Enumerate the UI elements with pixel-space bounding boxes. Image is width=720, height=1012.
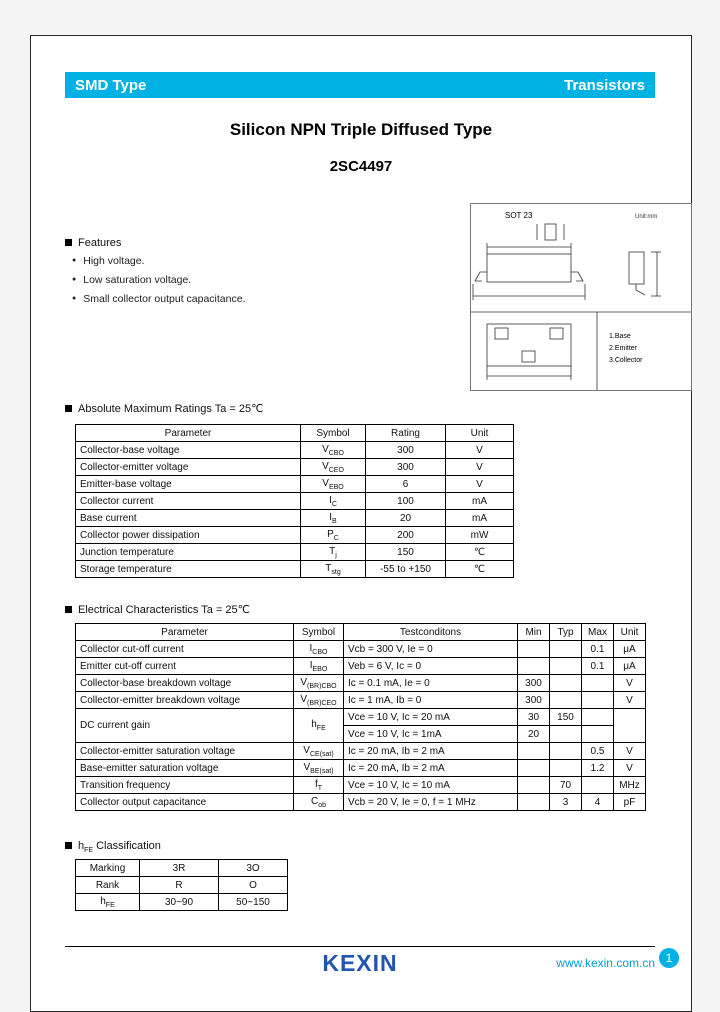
- pin-label-1: 1.Base: [609, 333, 631, 340]
- hfe-class-table: [75, 859, 288, 911]
- table-row: [76, 658, 646, 675]
- col-header: Symbol: [294, 624, 344, 641]
- pin-label-3: 3.Collector: [609, 357, 643, 364]
- rating-cell: 150: [366, 544, 446, 561]
- hfe-label-main: h: [100, 895, 106, 907]
- header-bar: [65, 72, 655, 98]
- symbol-cell: [294, 760, 344, 777]
- symbol-sub: C: [333, 534, 339, 542]
- typ-cell: 150: [550, 709, 582, 726]
- symbol-cell: [294, 777, 344, 794]
- max-cell: [582, 726, 614, 743]
- max-cell: 0.1: [582, 641, 614, 658]
- hfe-heading-main: h: [78, 840, 85, 852]
- typ-cell: [550, 760, 582, 777]
- table-row: [76, 510, 514, 527]
- typ-cell: [550, 641, 582, 658]
- rank-cell: O: [219, 877, 288, 894]
- rating-cell: 6: [366, 476, 446, 493]
- feature-text: Small collector output capacitance.: [83, 293, 246, 305]
- unit-cell: mA: [446, 510, 514, 527]
- unit-cell: pF: [614, 794, 646, 811]
- symbol-main: V: [322, 443, 329, 455]
- max-cell: 0.1: [582, 658, 614, 675]
- page-title: Silicon NPN Triple Diffused Type: [229, 120, 493, 139]
- symbol-sub: T: [317, 784, 323, 792]
- bullet-icon: ●: [72, 295, 77, 302]
- col-header: Rating: [366, 425, 446, 442]
- max-cell: 4: [582, 794, 614, 811]
- min-cell: [518, 743, 550, 760]
- col-header: Typ: [550, 624, 582, 641]
- hfe-label-sub: FE: [105, 901, 115, 909]
- square-bullet-icon: [65, 405, 72, 412]
- cond-cell: Ic = 1 mA, Ib = 0: [344, 692, 518, 709]
- symbol-main: I: [309, 642, 313, 654]
- max-cell: [582, 692, 614, 709]
- bullet-icon: ●: [72, 257, 77, 264]
- param-cell: Emitter-base voltage: [76, 476, 301, 493]
- cond-cell: Vcb = 20 V, Ie = 0, f = 1 MHz: [344, 794, 518, 811]
- min-cell: 300: [518, 675, 550, 692]
- table-row: [76, 561, 514, 578]
- symbol-main: I: [309, 659, 313, 671]
- param-cell: Base-emitter saturation voltage: [76, 760, 294, 777]
- table-row: [76, 709, 646, 726]
- min-cell: 30: [518, 709, 550, 726]
- symbol-main: I: [329, 511, 333, 523]
- symbol-main: V: [322, 460, 329, 472]
- symbol-cell: [301, 510, 366, 527]
- unit-cell: μA: [614, 658, 646, 675]
- abs-max-heading-label: Absolute Maximum Ratings Ta = 25℃: [78, 403, 264, 415]
- cond-cell: Vce = 10 V, Ic = 1mA: [344, 726, 518, 743]
- unit-cell: μA: [614, 641, 646, 658]
- symbol-main: T: [329, 545, 336, 557]
- max-cell: [582, 777, 614, 794]
- symbol-sub: CEO: [328, 466, 344, 474]
- min-cell: [518, 777, 550, 794]
- symbol-main: C: [310, 795, 319, 807]
- hfe-class-heading: [65, 840, 161, 854]
- elec-char-heading: [65, 603, 250, 616]
- cond-cell: Ic = 0.1 mA, Ie = 0: [344, 675, 518, 692]
- col-header: Parameter: [76, 624, 294, 641]
- symbol-main: I: [329, 494, 332, 506]
- symbol-cell: [301, 544, 366, 561]
- cond-cell: Vce = 10 V, Ic = 20 mA: [344, 709, 518, 726]
- symbol-sub: FE: [316, 725, 326, 732]
- symbol-sub: EBO: [328, 483, 344, 491]
- table-row: [76, 777, 646, 794]
- square-bullet-icon: [65, 606, 72, 613]
- elec-char-heading-label: Electrical Characteristics Ta = 25℃: [78, 604, 251, 616]
- typ-cell: [550, 726, 582, 743]
- part-number: 2SC4497: [329, 158, 393, 175]
- square-bullet-icon: [65, 239, 72, 246]
- table-row: [76, 544, 514, 561]
- param-cell: Collector power dissipation: [76, 527, 301, 544]
- cond-cell: Vcb = 300 V, Ie = 0: [344, 641, 518, 658]
- unit-cell: ℃: [446, 544, 514, 561]
- table-row: [76, 641, 646, 658]
- max-cell: 1.2: [582, 760, 614, 777]
- symbol-cell: [301, 442, 366, 459]
- symbol-cell: [294, 675, 344, 692]
- typ-cell: [550, 743, 582, 760]
- rating-cell: 200: [366, 527, 446, 544]
- symbol-cell: [301, 527, 366, 544]
- symbol-main: h: [311, 719, 317, 730]
- typ-cell: [550, 675, 582, 692]
- param-cell: DC current gain: [76, 709, 294, 743]
- table-row: [76, 794, 646, 811]
- table-row: [76, 743, 646, 760]
- table-row: [76, 760, 646, 777]
- param-cell: Collector current: [76, 493, 301, 510]
- cond-cell: Ic = 20 mA, Ib = 2 mA: [344, 743, 518, 760]
- table-row: [76, 675, 646, 692]
- min-cell: [518, 658, 550, 675]
- unit-cell: [614, 709, 646, 743]
- marking-cell: 3R: [140, 860, 219, 877]
- symbol-main: V: [300, 693, 308, 705]
- param-cell: Junction temperature: [76, 544, 301, 561]
- min-cell: 300: [518, 692, 550, 709]
- footer-divider: [65, 946, 655, 947]
- param-cell: Collector-emitter saturation voltage: [76, 743, 294, 760]
- table-row: [76, 459, 514, 476]
- rating-cell: 100: [366, 493, 446, 510]
- symbol-cell: [301, 476, 366, 493]
- kexin-logo: KEXIN: [322, 950, 398, 976]
- symbol-sub: stg: [331, 568, 341, 576]
- param-cell: Storage temperature: [76, 561, 301, 578]
- symbol-sub: EBO: [312, 665, 328, 673]
- symbol-main: V: [303, 761, 311, 773]
- param-cell: Collector-base breakdown voltage: [76, 675, 294, 692]
- header-left-label: SMD Type: [75, 76, 147, 94]
- symbol-sub: B: [332, 517, 337, 525]
- symbol-main: T: [325, 562, 332, 574]
- table-row: [76, 692, 646, 709]
- unit-cell: MHz: [614, 777, 646, 794]
- col-header: Unit: [614, 624, 646, 641]
- unit-cell: V: [614, 760, 646, 777]
- unit-cell: V: [614, 692, 646, 709]
- typ-cell: [550, 658, 582, 675]
- cond-cell: Veb = 6 V, Ic = 0: [344, 658, 518, 675]
- table-row: [76, 527, 514, 544]
- symbol-sub: (BR)CEO: [307, 699, 337, 707]
- symbol-sub: BE(sat): [310, 767, 334, 775]
- symbol-cell: [294, 794, 344, 811]
- feature-item: [72, 293, 246, 305]
- symbol-cell: [301, 561, 366, 578]
- rating-cell: 300: [366, 459, 446, 476]
- unit-cell: V: [446, 476, 514, 493]
- param-cell: Collector-emitter breakdown voltage: [76, 692, 294, 709]
- abs-max-heading: [65, 402, 264, 415]
- symbol-main: V: [300, 676, 308, 688]
- col-header: Parameter: [76, 425, 301, 442]
- bullet-icon: ●: [72, 276, 77, 283]
- symbol-cell: [294, 692, 344, 709]
- table-row: [76, 476, 514, 493]
- param-cell: Collector-emitter voltage: [76, 459, 301, 476]
- symbol-sub: CE(sat): [309, 750, 334, 758]
- header-row: [76, 624, 646, 641]
- table-row: [76, 442, 514, 459]
- symbol-main: P: [327, 528, 334, 540]
- unit-cell: V: [614, 675, 646, 692]
- symbol-sub: j: [335, 551, 337, 559]
- symbol-cell: [294, 709, 344, 743]
- unit-cell: mA: [446, 493, 514, 510]
- max-cell: [582, 709, 614, 726]
- typ-cell: 3: [550, 794, 582, 811]
- header-row: [76, 425, 514, 442]
- row-label: [76, 894, 140, 911]
- symbol-cell: [301, 459, 366, 476]
- hfe-range-cell: 50~150: [219, 894, 288, 911]
- unit-note: Unit:mm: [635, 214, 658, 220]
- symbol-cell: [294, 641, 344, 658]
- max-cell: [582, 675, 614, 692]
- min-cell: 20: [518, 726, 550, 743]
- symbol-main: V: [303, 744, 310, 756]
- symbol-sub: C: [331, 500, 337, 508]
- col-header: Testconditons: [344, 624, 518, 641]
- symbol-sub: CBO: [328, 449, 344, 457]
- package-drawing-panel: [470, 203, 692, 391]
- symbol-cell: [294, 743, 344, 760]
- website-url: www.kexin.com.cn: [556, 956, 655, 970]
- param-cell: Emitter cut-off current: [76, 658, 294, 675]
- unit-cell: mW: [446, 527, 514, 544]
- rating-cell: 20: [366, 510, 446, 527]
- symbol-main: V: [322, 477, 329, 489]
- col-header: Symbol: [301, 425, 366, 442]
- unit-cell: V: [446, 459, 514, 476]
- row-label: Rank: [76, 877, 140, 894]
- min-cell: [518, 794, 550, 811]
- header-right-label: Transistors: [564, 76, 645, 94]
- feature-item: [72, 255, 145, 267]
- feature-item: [72, 274, 191, 286]
- unit-cell: V: [614, 743, 646, 760]
- package-name-label: SOT 23: [505, 211, 533, 220]
- param-cell: Collector cut-off current: [76, 641, 294, 658]
- abs-max-table: [75, 424, 514, 578]
- col-header: Min: [518, 624, 550, 641]
- symbol-main: f: [314, 778, 318, 790]
- symbol-cell: [294, 658, 344, 675]
- pin-label-2: 2.Emitter: [609, 345, 638, 352]
- feature-text: Low saturation voltage.: [83, 274, 192, 286]
- rating-cell: -55 to +150: [366, 561, 446, 578]
- col-header: Max: [582, 624, 614, 641]
- row-label: Marking: [76, 860, 140, 877]
- table-row: [76, 877, 288, 894]
- col-header: Unit: [446, 425, 514, 442]
- hfe-heading-sub: FE: [84, 847, 94, 855]
- features-heading-label: Features: [78, 237, 122, 249]
- table-row: [76, 860, 288, 877]
- typ-cell: 70: [550, 777, 582, 794]
- rank-cell: R: [140, 877, 219, 894]
- page-number-badge: 1: [659, 948, 679, 968]
- unit-cell: ℃: [446, 561, 514, 578]
- table-row: [76, 894, 288, 911]
- hfe-heading-post: Classification: [96, 840, 161, 852]
- param-cell: Collector output capacitance: [76, 794, 294, 811]
- min-cell: [518, 760, 550, 777]
- hfe-range-cell: 30~90: [140, 894, 219, 911]
- symbol-sub: ob: [318, 801, 327, 809]
- unit-cell: V: [446, 442, 514, 459]
- symbol-cell: [301, 493, 366, 510]
- cond-cell: Ic = 20 mA, Ib = 2 mA: [344, 760, 518, 777]
- param-cell: Collector-base voltage: [76, 442, 301, 459]
- param-cell: Transition frequency: [76, 777, 294, 794]
- max-cell: 0.5: [582, 743, 614, 760]
- symbol-sub: CBO: [312, 648, 328, 656]
- marking-cell: 3O: [219, 860, 288, 877]
- square-bullet-icon: [65, 842, 72, 849]
- package-drawing: [471, 204, 691, 390]
- table-row: [76, 493, 514, 510]
- feature-text: High voltage.: [83, 255, 145, 267]
- features-heading: [65, 237, 121, 249]
- param-cell: Base current: [76, 510, 301, 527]
- elec-char-table: [75, 623, 646, 811]
- cond-cell: Vce = 10 V, Ic = 10 mA: [344, 777, 518, 794]
- min-cell: [518, 641, 550, 658]
- rating-cell: 300: [366, 442, 446, 459]
- typ-cell: [550, 692, 582, 709]
- symbol-sub: (BR)CBO: [307, 682, 337, 690]
